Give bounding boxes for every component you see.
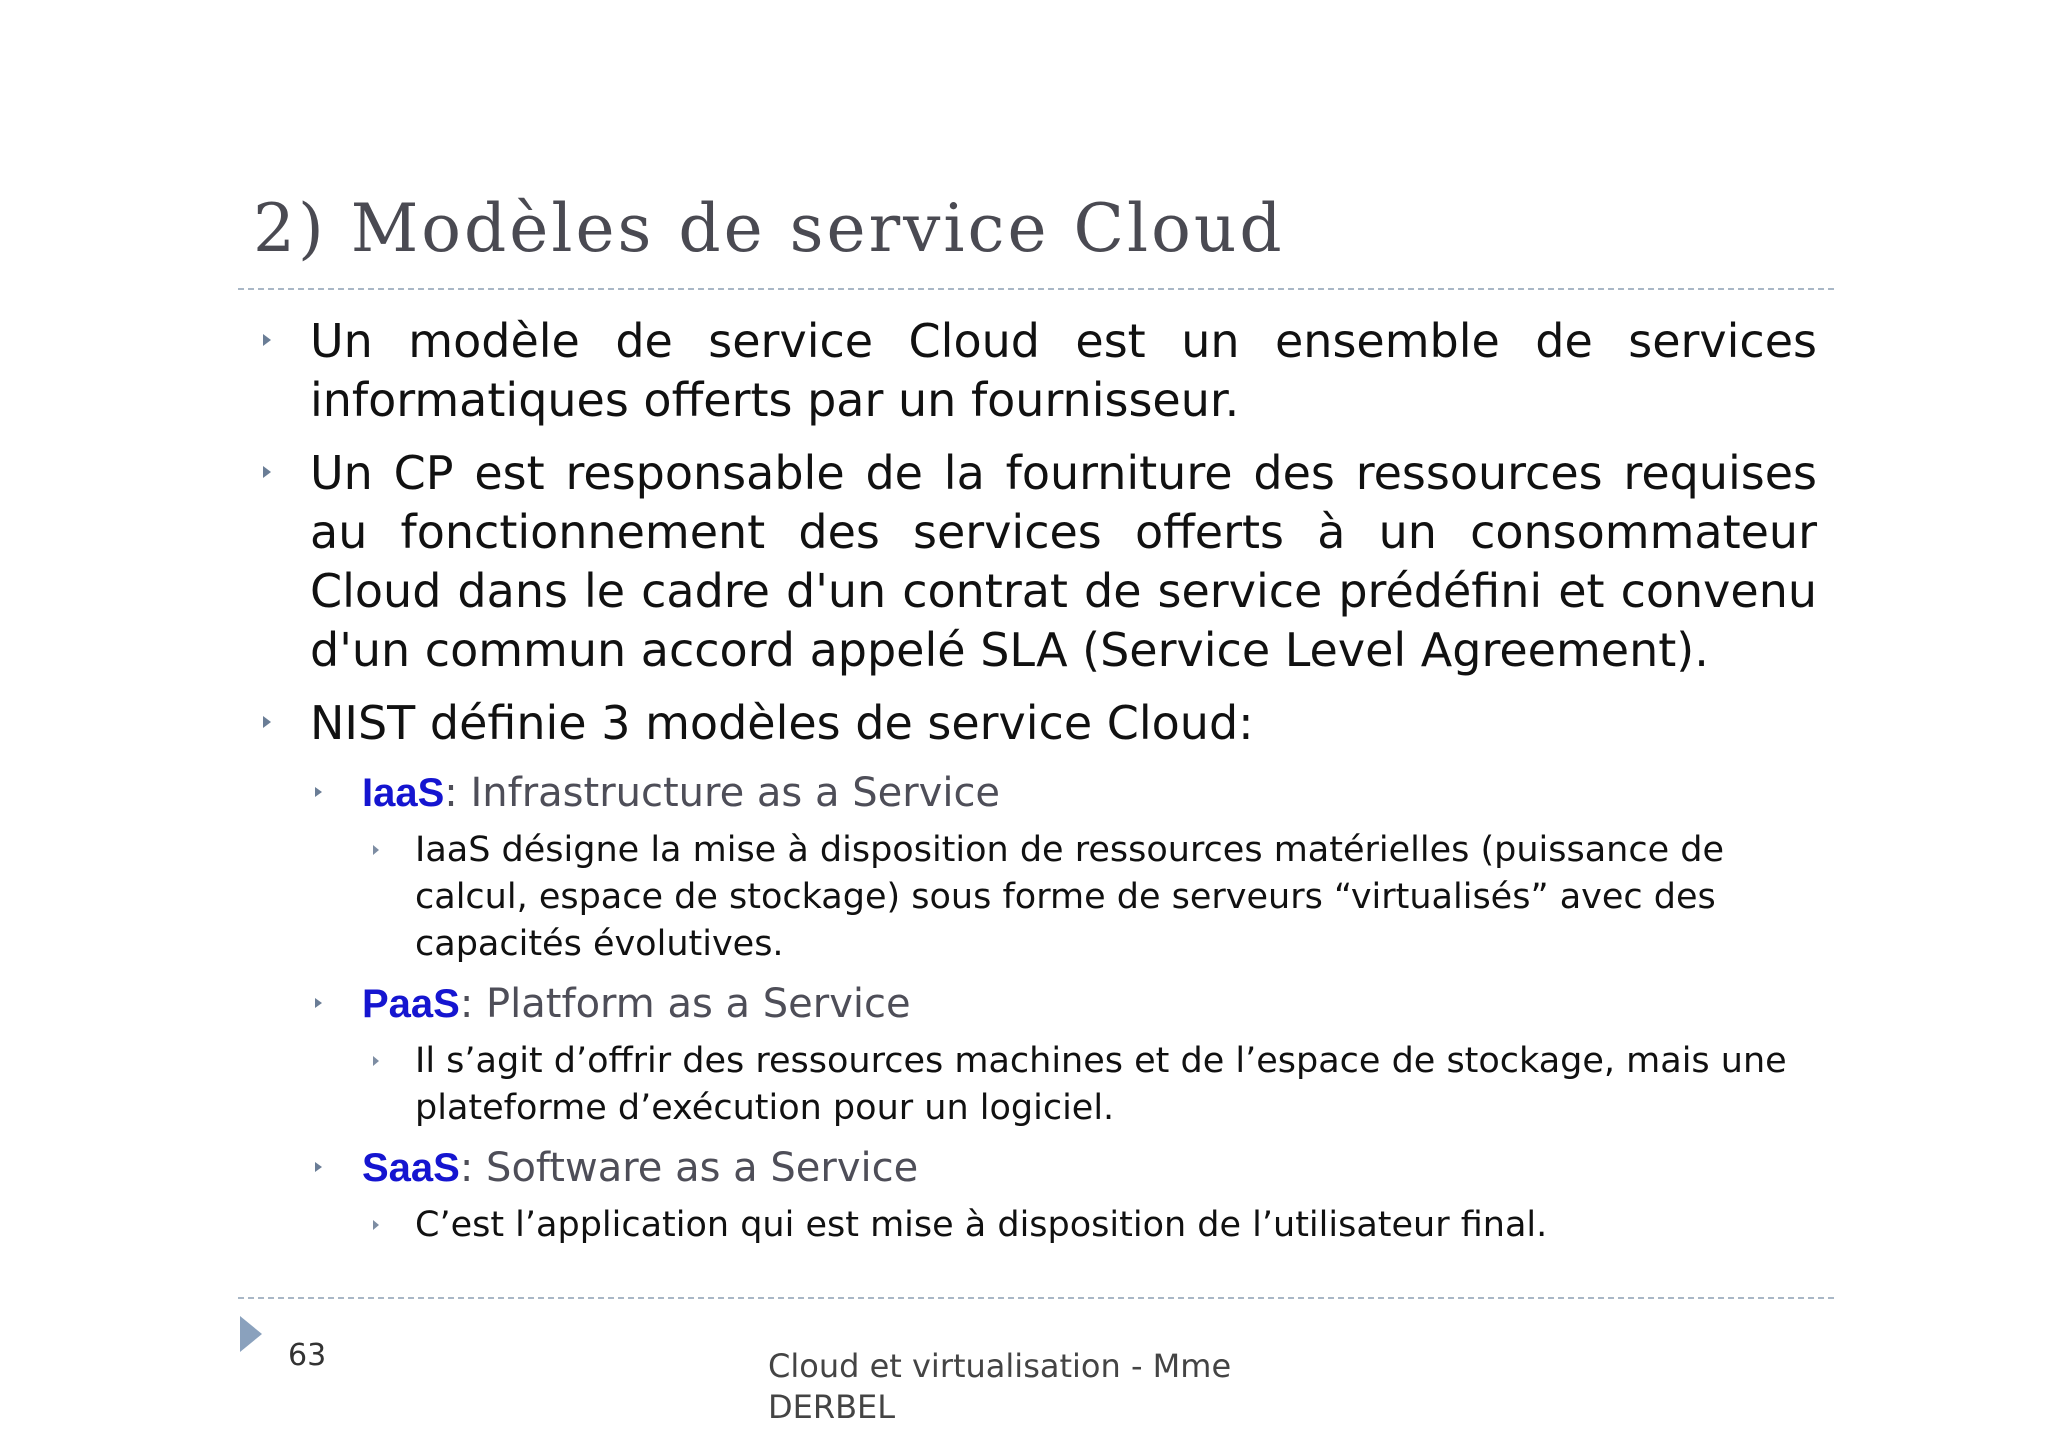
bullet-text: Un CP est responsable de la fourniture des ressources requises au fonctionnement des services offerts à un consommateur Cloud dans le cadre d'un contrat de service prédéfini et convenu d'un commun accord appelé SLA (Service Level Agreement). (310, 446, 1817, 677)
bullet-cloud-provider (255, 444, 1817, 680)
model-saas-description (255, 1202, 1815, 1249)
bullet-arrow-icon (373, 1220, 379, 1230)
model-acronym: IaaS (362, 771, 445, 815)
model-saas (255, 1142, 1817, 1194)
slide-content (255, 312, 1817, 1259)
description-text: Il s’agit d’offrir des ressources machines et de l’espace de stockage, mais une plateforme d’exécution pour un logiciel. (415, 1041, 1787, 1128)
footer-course-title: Cloud et virtualisation - Mme DERBEL (768, 1347, 1232, 1426)
footer-divider (238, 1297, 1834, 1299)
model-iaas (255, 767, 1817, 819)
title-divider (238, 288, 1834, 290)
bullet-service-model-definition (255, 312, 1817, 430)
model-acronym: PaaS (362, 982, 460, 1026)
bullet-arrow-icon (315, 1162, 322, 1172)
model-iaas-description (255, 827, 1795, 968)
bullet-arrow-icon (373, 1056, 379, 1066)
bullet-arrow-icon (263, 716, 271, 728)
bullet-arrow-icon (263, 334, 271, 346)
model-definition: : Software as a Service (459, 1145, 919, 1191)
slide-title: 2) Modèles de service Cloud (253, 190, 1285, 267)
page-number: 63 (288, 1338, 327, 1373)
bullet-arrow-icon (315, 998, 322, 1008)
model-acronym: SaaS (362, 1146, 460, 1190)
bullet-arrow-icon (263, 466, 271, 478)
description-text: IaaS désigne la mise à disposition de ressources matérielles (puissance de calcul, espace de stockage) sous forme de serveurs “virtualisés” avec des capacités évolutives. (415, 830, 1725, 964)
model-paas (255, 978, 1817, 1030)
model-paas-description (255, 1038, 1815, 1132)
bullet-arrow-icon (373, 845, 379, 855)
model-definition: : Platform as a Service (459, 981, 911, 1027)
bullet-text: NIST définie 3 modèles de service Cloud: (310, 696, 1254, 750)
bullet-nist-models (255, 694, 1817, 753)
footer-triangle-icon (240, 1316, 262, 1352)
bullet-arrow-icon (315, 787, 322, 797)
description-text: C’est l’application qui est mise à disposition de l’utilisateur final. (415, 1205, 1548, 1245)
bullet-text: Un modèle de service Cloud est un ensemble de services informatiques offerts par un fournisseur. (310, 314, 1817, 427)
model-definition: : Infrastructure as a Service (444, 770, 1001, 816)
